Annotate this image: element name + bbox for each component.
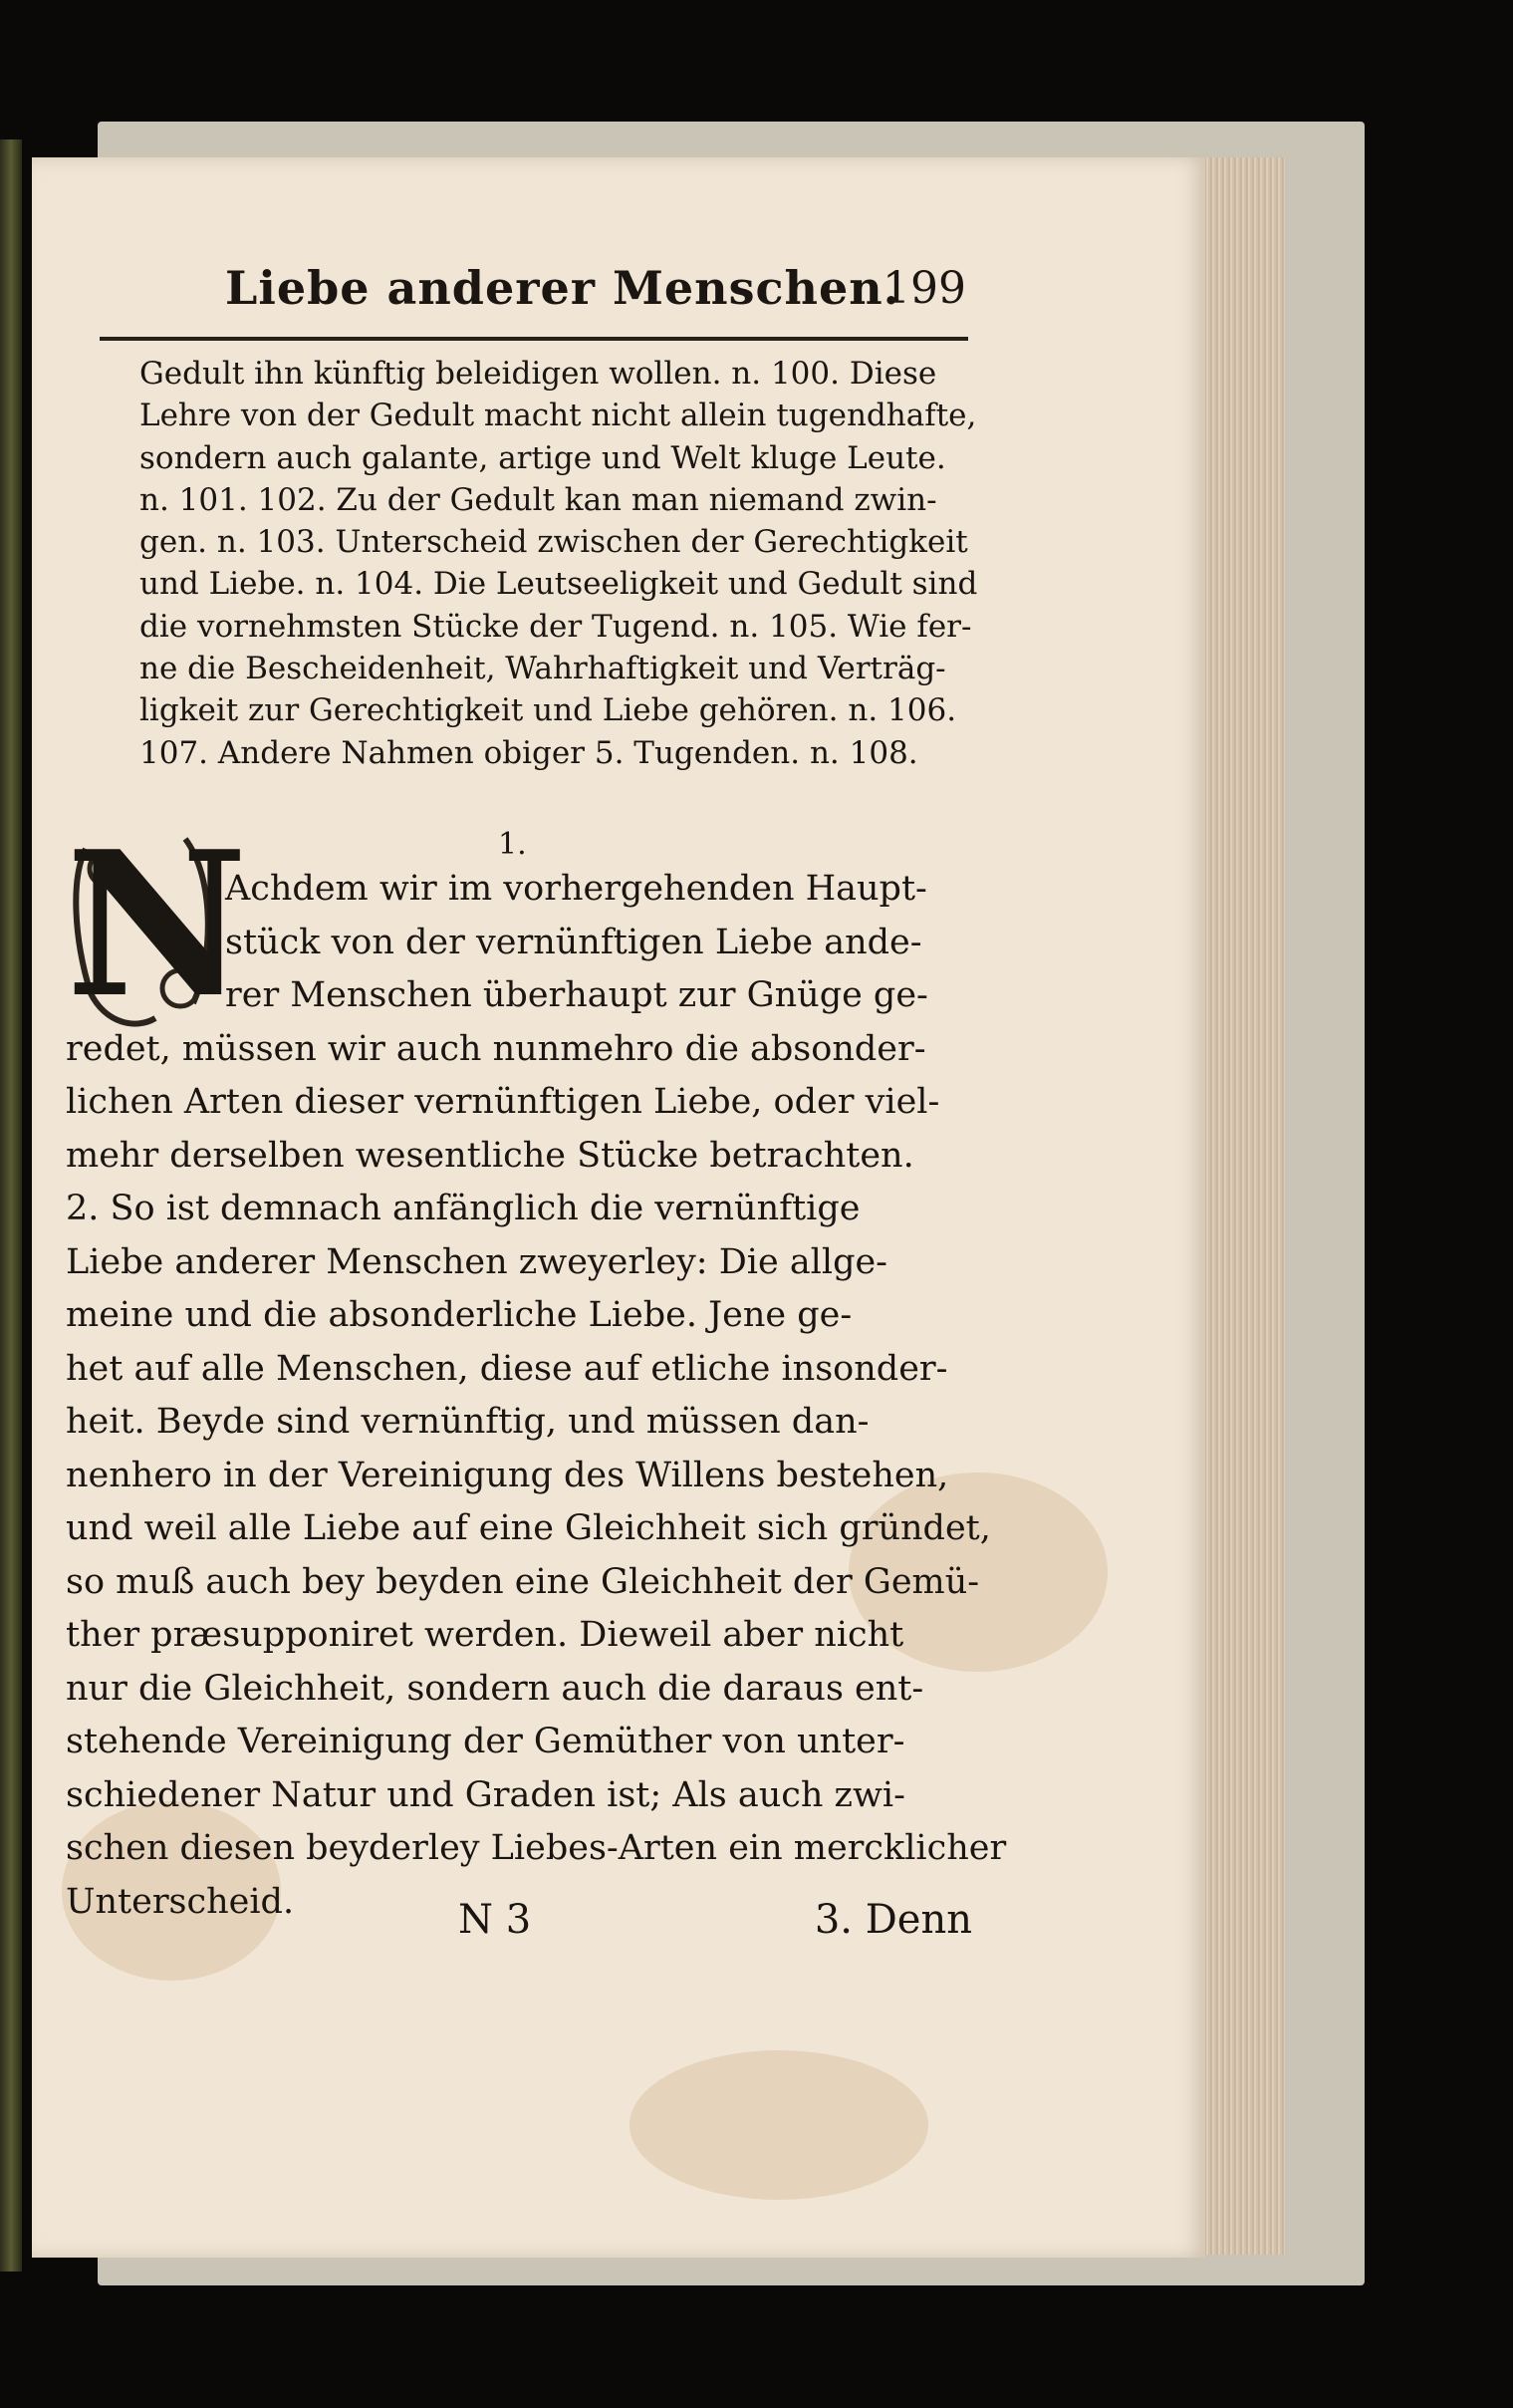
summary-line: ne die Bescheidenheit, Wahrhaftigkeit und Verträg- <box>139 651 946 687</box>
body-line: stück von der vernünftigen Liebe ande- <box>225 922 922 962</box>
summary-line: 107. Andere Nahmen obiger 5. Tugenden. n. 108. <box>139 734 918 771</box>
running-head <box>189 261 966 321</box>
page-number: 199 <box>883 263 966 314</box>
summary-line: Gedult ihn künftig beleidigen wollen. n. 100. Diese <box>139 356 937 392</box>
body-line: rer Menschen überhaupt zur Gnüge ge- <box>225 975 928 1015</box>
drop-cap-initial <box>66 808 248 1042</box>
body-line: und weil alle Liebe auf eine Gleichheit sich gründet, <box>66 1508 991 1548</box>
body-line: so muß auch bey beyden eine Gleichheit der Gemü- <box>66 1561 980 1602</box>
summary-line: und Liebe. n. 104. Die Leutseeligkeit und Gedult sind <box>139 566 978 603</box>
body-line: Achdem wir im vorhergehenden Haupt- <box>225 869 927 909</box>
summary-line: gen. n. 103. Unterscheid zwischen der Gerechtigkeit <box>139 524 968 561</box>
summary-line: n. 101. 102. Zu der Gedult kan man niemand zwin- <box>139 481 937 518</box>
body-line: Liebe anderer Menschen zweyerley: Die allge- <box>66 1241 888 1282</box>
page-footer <box>458 1897 972 1947</box>
body-line: schen diesen beyderley Liebes-Arten ein mercklicher <box>66 1828 1007 1868</box>
body-line: het auf alle Menschen, diese auf etliche insonder- <box>66 1348 948 1389</box>
body-line: Unterscheid. <box>66 1881 295 1922</box>
catchword: 3. Denn <box>814 1897 972 1943</box>
summary-line: ligkeit zur Gerechtigkeit und Liebe gehören. n. 106. <box>139 692 957 729</box>
body-line: lichen Arten dieser vernünftigen Liebe, oder viel- <box>66 1082 940 1122</box>
summary-line: die vornehmsten Stücke der Tugend. n. 105. Wie fer- <box>139 608 972 645</box>
body-line: ther præsupponiret werden. Dieweil aber nicht <box>66 1615 904 1655</box>
signature-mark: N 3 <box>458 1897 532 1943</box>
body-line: redet, müssen wir auch nunmehro die absonder- <box>66 1028 926 1069</box>
running-title: Liebe anderer Menschen. <box>225 261 900 315</box>
summary-line: sondern auch galante, artige und Welt kluge Leute. <box>139 439 946 476</box>
body-line: stehende Vereinigung der Gemüther von unter- <box>66 1722 905 1761</box>
body-line: nur die Gleichheit, sondern auch die daraus ent- <box>66 1668 924 1709</box>
drop-cap-letter: N <box>66 808 248 1042</box>
body-line: heit. Beyde sind vernünftig, und müssen dan- <box>66 1402 870 1442</box>
header-rule <box>100 337 968 341</box>
summary-line: Lehre von der Gedult macht nicht allein tugendhafte, <box>139 398 977 434</box>
body-line: mehr derselben wesentliche Stücke betrachten. <box>66 1135 914 1176</box>
body-line: 2. So ist demnach anfänglich die vernünftige <box>66 1189 861 1228</box>
binding-spine <box>0 139 22 2272</box>
body-line: nenhero in der Vereinigung des Willens bestehen, <box>66 1455 949 1495</box>
paper-stain <box>630 2050 928 2200</box>
body-line: schiedener Natur und Graden ist; Als auch zwi- <box>66 1774 905 1815</box>
section-number: 1. <box>498 827 527 862</box>
chapter-summary <box>139 353 978 774</box>
body-text <box>66 863 1007 1929</box>
body-line: meine und die absonderliche Liebe. Jene ge- <box>66 1295 853 1335</box>
